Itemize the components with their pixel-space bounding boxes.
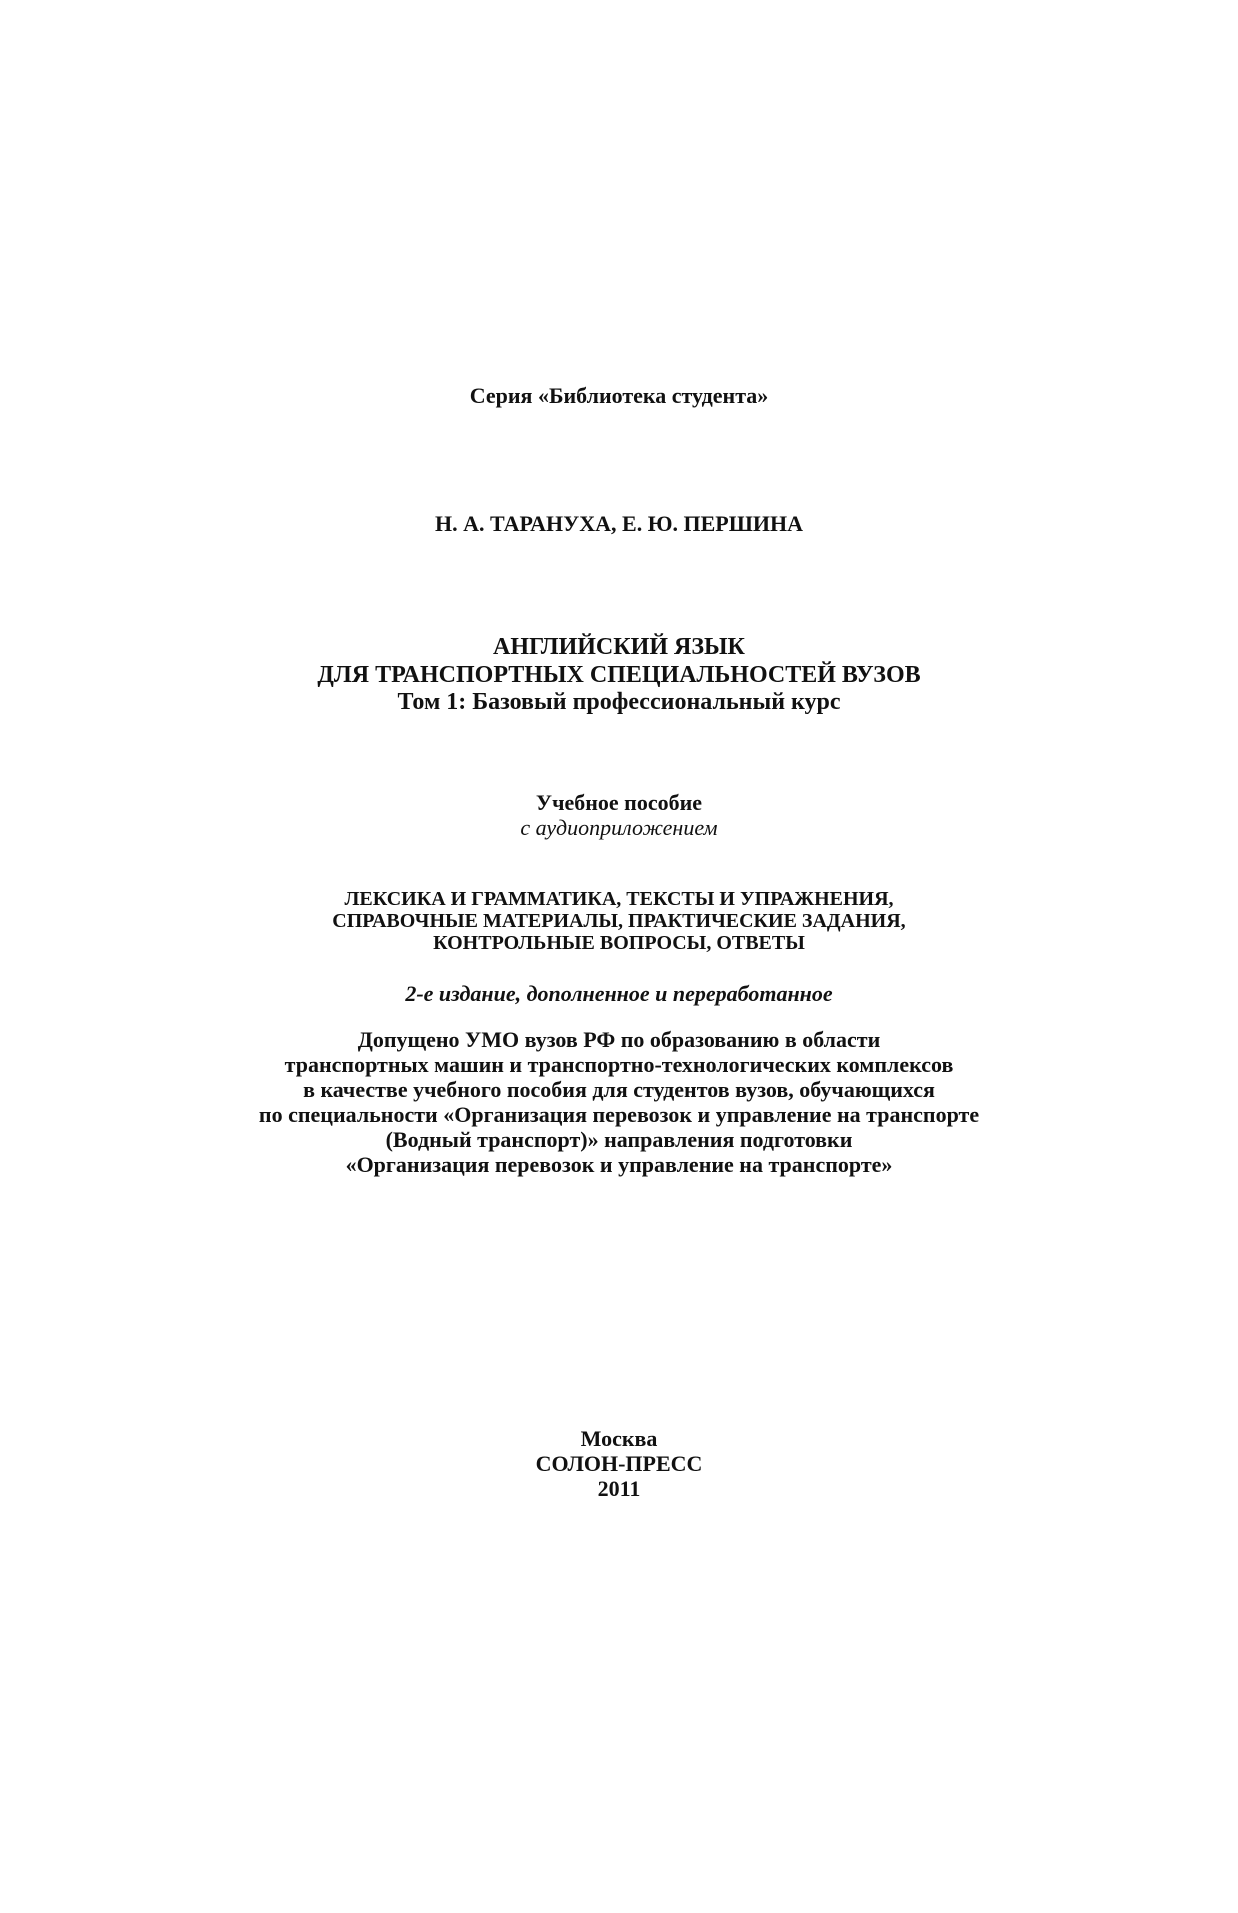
approval-line: «Организация перевозок и управление на транспорте»: [345, 1152, 893, 1177]
contents-line: СПРАВОЧНЫЕ МАТЕРИАЛЫ, ПРАКТИЧЕСКИЕ ЗАДАНИЯ,: [332, 910, 906, 932]
volume-line: Том 1: Базовый профессиональный курс: [397, 689, 841, 715]
doc-type-label: Учебное пособие: [535, 790, 703, 815]
imprint-year: 2011: [597, 1476, 641, 1501]
title-line-2: ДЛЯ ТРАНСПОРТНЫХ СПЕЦИАЛЬНОСТЕЙ ВУЗОВ: [317, 662, 921, 688]
approval-line: в качестве учебного пособия для студентов вузов, обучающихся: [303, 1077, 935, 1102]
approval-line: транспортных машин и транспортно-технологических комплексов: [284, 1052, 954, 1077]
doc-type-note: с аудиоприложением: [520, 815, 718, 840]
imprint-publisher: СОЛОН-ПРЕСС: [535, 1451, 703, 1476]
approval-line: по специальности «Организация перевозок и управление на транспорте: [258, 1102, 980, 1127]
approval-line: Допущено УМО вузов РФ по образованию в области: [357, 1027, 881, 1052]
authors-line: Н. А. ТАРАНУХА, Е. Ю. ПЕРШИНА: [435, 511, 803, 536]
contents-line: ЛЕКСИКА И ГРАММАТИКА, ТЕКСТЫ И УПРАЖНЕНИЯ,: [344, 888, 894, 910]
approval-line: (Водный транспорт)» направления подготовки: [385, 1127, 853, 1152]
series-line: Серия «Библиотека студента»: [469, 383, 769, 408]
title-line-1: АНГЛИЙСКИЙ ЯЗЫК: [493, 634, 745, 660]
imprint-city: Москва: [580, 1426, 658, 1451]
contents-line: КОНТРОЛЬНЫЕ ВОПРОСЫ, ОТВЕТЫ: [433, 932, 805, 954]
edition-line: 2-е издание, дополненное и переработанное: [405, 981, 833, 1006]
